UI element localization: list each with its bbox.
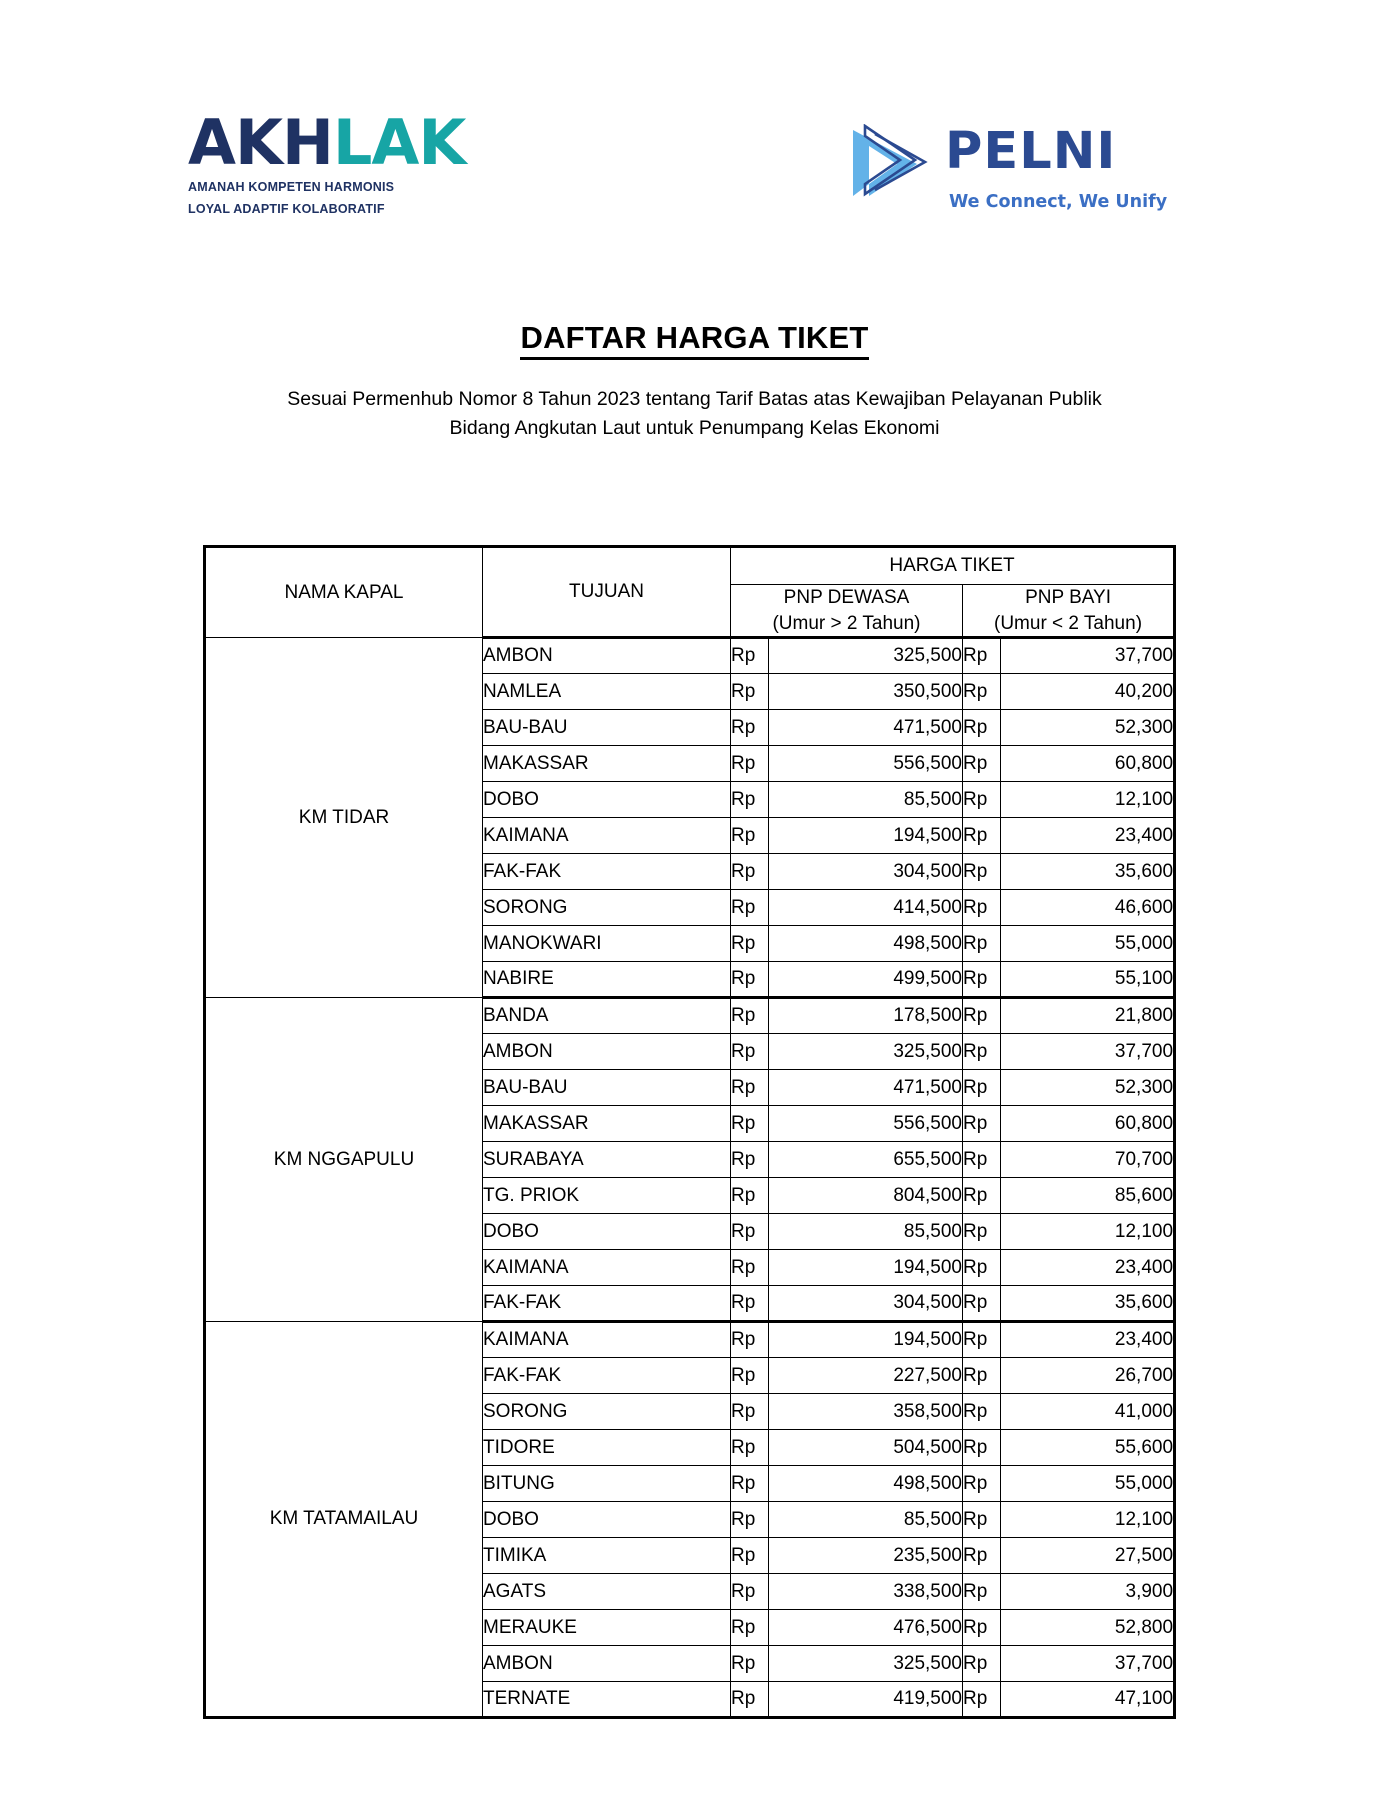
cell-destination: BAU-BAU	[483, 1070, 731, 1106]
cell-currency-adult: Rp	[731, 1466, 769, 1502]
cell-currency-baby: Rp	[963, 1682, 1001, 1718]
pelni-logo	[845, 120, 1168, 240]
cell-currency-baby: Rp	[963, 1070, 1001, 1106]
cell-price-baby: 35,600	[1001, 1286, 1175, 1322]
cell-price-baby: 27,500	[1001, 1538, 1175, 1574]
cell-destination: SURABAYA	[483, 1142, 731, 1178]
cell-price-adult: 194,500	[769, 818, 963, 854]
cell-price-adult: 325,500	[769, 1034, 963, 1070]
cell-price-baby: 55,600	[1001, 1430, 1175, 1466]
akhlak-subtitle-line1: AMANAH KOMPETEN HARMONIS	[188, 180, 395, 194]
cell-currency-adult: Rp	[731, 962, 769, 998]
cell-ship-name: KM NGGAPULU	[205, 998, 483, 1322]
cell-price-adult: 85,500	[769, 1214, 963, 1250]
cell-destination: AGATS	[483, 1574, 731, 1610]
cell-currency-adult: Rp	[731, 890, 769, 926]
cell-destination: MAKASSAR	[483, 1106, 731, 1142]
cell-destination: FAK-FAK	[483, 854, 731, 890]
cell-currency-adult: Rp	[731, 710, 769, 746]
cell-destination: TIDORE	[483, 1430, 731, 1466]
page-subtitle	[0, 385, 1389, 443]
akhlak-wordmark-part2: LAK	[332, 106, 466, 179]
cell-currency-adult: Rp	[731, 674, 769, 710]
cell-destination: FAK-FAK	[483, 1286, 731, 1322]
cell-price-adult: 304,500	[769, 1286, 963, 1322]
cell-price-baby: 3,900	[1001, 1574, 1175, 1610]
cell-price-adult: 498,500	[769, 926, 963, 962]
cell-destination: KAIMANA	[483, 1250, 731, 1286]
cell-destination: NABIRE	[483, 962, 731, 998]
cell-currency-adult: Rp	[731, 854, 769, 890]
cell-price-adult: 194,500	[769, 1250, 963, 1286]
cell-price-baby: 47,100	[1001, 1682, 1175, 1718]
cell-destination: TG. PRIOK	[483, 1178, 731, 1214]
cell-currency-adult: Rp	[731, 1394, 769, 1430]
cell-price-baby: 60,800	[1001, 746, 1175, 782]
cell-currency-baby: Rp	[963, 1610, 1001, 1646]
cell-destination: SORONG	[483, 1394, 731, 1430]
cell-destination: AMBON	[483, 1034, 731, 1070]
akhlak-wordmark	[188, 106, 466, 179]
cell-price-adult: 85,500	[769, 1502, 963, 1538]
cell-price-baby: 23,400	[1001, 818, 1175, 854]
cell-price-baby: 23,400	[1001, 1322, 1175, 1358]
cell-destination: DOBO	[483, 1214, 731, 1250]
cell-price-adult: 178,500	[769, 998, 963, 1034]
cell-destination: NAMLEA	[483, 674, 731, 710]
cell-currency-baby: Rp	[963, 962, 1001, 998]
cell-price-baby: 70,700	[1001, 1142, 1175, 1178]
cell-price-adult: 85,500	[769, 782, 963, 818]
cell-destination: TERNATE	[483, 1682, 731, 1718]
cell-destination: FAK-FAK	[483, 1358, 731, 1394]
cell-price-baby: 55,000	[1001, 926, 1175, 962]
cell-currency-baby: Rp	[963, 1322, 1001, 1358]
price-table-head	[205, 547, 1175, 638]
akhlak-wordmark-part1: AKH	[188, 106, 333, 179]
pelni-tagline: We Connect, We Unify	[949, 192, 1168, 212]
cell-currency-adult: Rp	[731, 998, 769, 1034]
cell-price-adult: 338,500	[769, 1574, 963, 1610]
cell-currency-baby: Rp	[963, 854, 1001, 890]
cell-destination: AMBON	[483, 638, 731, 674]
column-header-baby-line2: (Umur < 2 Tahun)	[994, 612, 1143, 634]
cell-currency-adult: Rp	[731, 1538, 769, 1574]
table-header-row-1	[205, 547, 1175, 585]
cell-destination: AMBON	[483, 1646, 731, 1682]
cell-price-adult: 194,500	[769, 1322, 963, 1358]
price-table-container	[203, 545, 1173, 1719]
cell-price-adult: 804,500	[769, 1178, 963, 1214]
page-title-text: DAFTAR HARGA TIKET	[520, 320, 868, 360]
cell-currency-adult: Rp	[731, 1142, 769, 1178]
cell-price-baby: 23,400	[1001, 1250, 1175, 1286]
cell-currency-adult: Rp	[731, 746, 769, 782]
cell-currency-adult: Rp	[731, 782, 769, 818]
cell-price-adult: 556,500	[769, 746, 963, 782]
cell-currency-baby: Rp	[963, 1430, 1001, 1466]
column-header-adult-line1: PNP DEWASA	[783, 587, 910, 608]
cell-price-baby: 12,100	[1001, 782, 1175, 818]
akhlak-logo	[188, 106, 466, 217]
cell-price-baby: 35,600	[1001, 854, 1175, 890]
cell-destination: SORONG	[483, 890, 731, 926]
cell-currency-baby: Rp	[963, 1106, 1001, 1142]
cell-destination: MANOKWARI	[483, 926, 731, 962]
cell-price-baby: 55,100	[1001, 962, 1175, 998]
cell-currency-baby: Rp	[963, 746, 1001, 782]
cell-currency-adult: Rp	[731, 818, 769, 854]
cell-destination: MERAUKE	[483, 1610, 731, 1646]
cell-currency-adult: Rp	[731, 1034, 769, 1070]
cell-currency-baby: Rp	[963, 1214, 1001, 1250]
cell-price-adult: 350,500	[769, 674, 963, 710]
cell-ship-name: KM TIDAR	[205, 638, 483, 998]
cell-currency-baby: Rp	[963, 1394, 1001, 1430]
cell-currency-baby: Rp	[963, 1466, 1001, 1502]
cell-currency-baby: Rp	[963, 1358, 1001, 1394]
cell-price-adult: 235,500	[769, 1538, 963, 1574]
akhlak-subtitle-line2: LOYAL ADAPTIF KOLABORATIF	[188, 201, 385, 216]
cell-currency-adult: Rp	[731, 1358, 769, 1394]
cell-price-baby: 40,200	[1001, 674, 1175, 710]
cell-currency-baby: Rp	[963, 1142, 1001, 1178]
cell-currency-adult: Rp	[731, 1178, 769, 1214]
column-header-price-group: HARGA TIKET	[731, 547, 1175, 585]
cell-currency-adult: Rp	[731, 1070, 769, 1106]
cell-price-baby: 52,300	[1001, 710, 1175, 746]
cell-currency-baby: Rp	[963, 1250, 1001, 1286]
cell-price-adult: 471,500	[769, 710, 963, 746]
cell-currency-baby: Rp	[963, 926, 1001, 962]
cell-price-baby: 37,700	[1001, 638, 1175, 674]
cell-currency-baby: Rp	[963, 710, 1001, 746]
cell-price-adult: 655,500	[769, 1142, 963, 1178]
cell-currency-adult: Rp	[731, 1646, 769, 1682]
cell-price-baby: 52,800	[1001, 1610, 1175, 1646]
cell-currency-baby: Rp	[963, 674, 1001, 710]
cell-price-adult: 419,500	[769, 1682, 963, 1718]
cell-price-adult: 358,500	[769, 1394, 963, 1430]
page-title	[0, 320, 1389, 356]
column-header-adult	[731, 585, 963, 638]
cell-currency-adult: Rp	[731, 1682, 769, 1718]
cell-currency-baby: Rp	[963, 1574, 1001, 1610]
column-header-destination: TUJUAN	[483, 547, 731, 638]
cell-price-adult: 499,500	[769, 962, 963, 998]
cell-destination: BAU-BAU	[483, 710, 731, 746]
cell-price-adult: 227,500	[769, 1358, 963, 1394]
cell-currency-adult: Rp	[731, 1610, 769, 1646]
cell-price-baby: 37,700	[1001, 1646, 1175, 1682]
cell-price-baby: 37,700	[1001, 1034, 1175, 1070]
cell-currency-baby: Rp	[963, 1286, 1001, 1322]
pelni-wordmark: PELNI	[945, 122, 1117, 181]
cell-destination: BITUNG	[483, 1466, 731, 1502]
cell-currency-adult: Rp	[731, 1322, 769, 1358]
cell-price-baby: 21,800	[1001, 998, 1175, 1034]
cell-price-baby: 52,300	[1001, 1070, 1175, 1106]
cell-currency-baby: Rp	[963, 1538, 1001, 1574]
cell-currency-baby: Rp	[963, 1178, 1001, 1214]
cell-currency-baby: Rp	[963, 1034, 1001, 1070]
cell-destination: BANDA	[483, 998, 731, 1034]
cell-currency-baby: Rp	[963, 638, 1001, 674]
cell-destination: DOBO	[483, 782, 731, 818]
cell-price-baby: 41,000	[1001, 1394, 1175, 1430]
cell-price-baby: 12,100	[1001, 1502, 1175, 1538]
cell-currency-baby: Rp	[963, 998, 1001, 1034]
price-table-body	[205, 638, 1175, 1718]
table-row	[205, 638, 1175, 674]
cell-currency-baby: Rp	[963, 890, 1001, 926]
cell-price-adult: 471,500	[769, 1070, 963, 1106]
page-subtitle-line2: Bidang Angkutan Laut untuk Penumpang Kelas Ekonomi	[449, 416, 940, 439]
cell-price-adult: 556,500	[769, 1106, 963, 1142]
cell-currency-adult: Rp	[731, 1574, 769, 1610]
cell-price-adult: 304,500	[769, 854, 963, 890]
cell-currency-baby: Rp	[963, 782, 1001, 818]
cell-price-adult: 325,500	[769, 1646, 963, 1682]
cell-price-baby: 12,100	[1001, 1214, 1175, 1250]
cell-currency-adult: Rp	[731, 1106, 769, 1142]
column-header-baby-line1: PNP BAYI	[1025, 587, 1111, 608]
header-logo-row	[0, 106, 1389, 242]
cell-destination: KAIMANA	[483, 818, 731, 854]
cell-price-adult: 498,500	[769, 1466, 963, 1502]
cell-currency-baby: Rp	[963, 818, 1001, 854]
cell-currency-adult: Rp	[731, 1214, 769, 1250]
table-row	[205, 998, 1175, 1034]
cell-ship-name: KM TATAMAILAU	[205, 1322, 483, 1718]
cell-price-adult: 476,500	[769, 1610, 963, 1646]
cell-currency-adult: Rp	[731, 1250, 769, 1286]
page-subtitle-line1: Sesuai Permenhub Nomor 8 Tahun 2023 tentang Tarif Batas atas Kewajiban Pelayanan Publik	[287, 388, 1102, 410]
cell-price-baby: 60,800	[1001, 1106, 1175, 1142]
column-header-ship: NAMA KAPAL	[205, 547, 483, 638]
column-header-adult-line2: (Umur > 2 Tahun)	[772, 612, 921, 634]
cell-currency-baby: Rp	[963, 1502, 1001, 1538]
cell-destination: MAKASSAR	[483, 746, 731, 782]
table-row	[205, 1322, 1175, 1358]
cell-currency-adult: Rp	[731, 1502, 769, 1538]
cell-price-adult: 325,500	[769, 638, 963, 674]
cell-price-baby: 26,700	[1001, 1358, 1175, 1394]
price-table	[203, 545, 1176, 1719]
cell-price-baby: 55,000	[1001, 1466, 1175, 1502]
cell-destination: DOBO	[483, 1502, 731, 1538]
cell-price-baby: 46,600	[1001, 890, 1175, 926]
cell-price-baby: 85,600	[1001, 1178, 1175, 1214]
cell-currency-baby: Rp	[963, 1646, 1001, 1682]
cell-price-adult: 504,500	[769, 1430, 963, 1466]
cell-currency-adult: Rp	[731, 926, 769, 962]
cell-price-adult: 414,500	[769, 890, 963, 926]
cell-currency-adult: Rp	[731, 1430, 769, 1466]
column-header-baby	[963, 585, 1175, 638]
cell-currency-adult: Rp	[731, 1286, 769, 1322]
cell-currency-adult: Rp	[731, 638, 769, 674]
cell-destination: TIMIKA	[483, 1538, 731, 1574]
cell-destination: KAIMANA	[483, 1322, 731, 1358]
pelni-chevron-icon	[845, 124, 931, 202]
